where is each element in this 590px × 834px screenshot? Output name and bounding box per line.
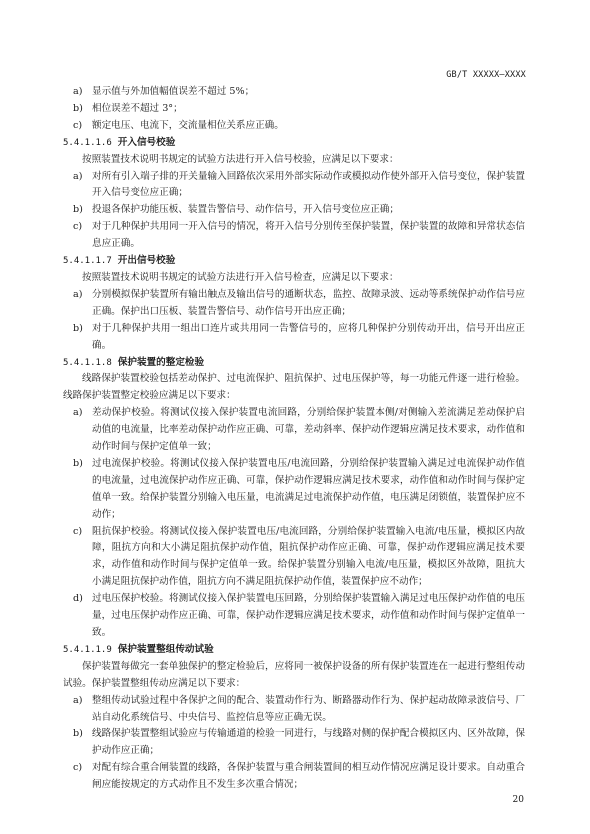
item-text: 过电压保护校验。将测试仪接入保护装置电压回路，分别给保护装置输入满足过电压保护动作值的电压量，过电压保护动作应正确、可靠，保护动作逻辑应满足技术要求，动作值和动作时间与保护定值单一致。 xyxy=(92,593,525,638)
item-text: 分别模拟保护装置所有输出触点及输出信号的通断状态，监控、故障录波、远动等系统保护动作信号应正确。保护出口压板、装置告警信号、动作信号开出应正确； xyxy=(92,288,525,317)
list-item xyxy=(63,169,525,203)
section-heading xyxy=(63,642,525,659)
item-marker: b) xyxy=(73,204,83,216)
item-text: 相位误差不超过 3°； xyxy=(92,102,183,114)
item-marker: b) xyxy=(73,728,83,740)
item-text: 投退各保护功能压板、装置告警信号、动作信号，开入信号变位应正确； xyxy=(92,204,399,216)
item-marker: b) xyxy=(73,102,83,114)
list-item xyxy=(63,591,525,642)
item-text: 阻抗保护校验。将测试仪接入保护装置电压/电流回路，分别给保护装置输入电流/电压量，模拟区内故障，阻抗方向和大小满足阻抗保护动作值，阻抗保护动作应正确、可靠，保护动作逻辑应满足技术要求，动作值和动作时间与保护定值单一致。给保护装置分别输入电流/电压量，模拟区外故障，阻抗大小满足阻抗保护动作值，阻抗方向不满足阻抗保护动作值，装置保护应不动作； xyxy=(92,525,525,588)
item-text: 过电流保护校验。将测试仪接入保护装置电压/电流回路，分别给保护装置输入满足过电流保护动作值的电流量，过电流保护动作应正确、可靠，保护动作逻辑应满足技术要求，动作值和动作时间与保护定值单一致。给保护装置分别输入电压量，电流满足过电流保护动作值，电压满足闭锁值，装置保护应不动作； xyxy=(92,457,525,520)
item-marker: a) xyxy=(73,86,83,97)
list-item xyxy=(63,693,525,727)
item-text: 整组传动试验过程中各保护之间的配合、装置动作行为、断路器动作行为、保护起动故障录波信号、厂站自动化系统信号、中央信号、监控信息等应正确无误。 xyxy=(92,694,525,723)
item-marker: c) xyxy=(73,221,83,233)
section-title: 开出信号校验 xyxy=(117,255,176,267)
page-number: 20 xyxy=(512,795,524,805)
item-marker: c) xyxy=(73,525,83,537)
item-text: 对配有综合重合闸装置的线路，各保护装置与重合闸装置间的相互动作情况应满足设计要求。自动重合闸应能按规定的方式动作且不发生多次重合情况； xyxy=(92,762,525,791)
item-marker: a) xyxy=(73,170,83,182)
item-marker: a) xyxy=(73,407,83,419)
section-title: 开入信号校验 xyxy=(117,136,176,148)
item-marker: b) xyxy=(73,322,83,334)
item-text: 对所有引入端子排的开关量输入回路依次采用外部实际动作或模拟动作使外部开入信号变位，保护装置开入信号变位应正确； xyxy=(92,170,525,199)
section-number: 5.4.1.1.7 xyxy=(63,256,112,267)
section-title: 保护装置整组传动试验 xyxy=(117,643,214,655)
item-text: 对于几种保护共用同一开入信号的情况，将开入信号分别传至保护装置，保护装置的故障和异常状态信息应正确。 xyxy=(92,221,525,250)
section-paragraph: 保护装置每做完一套单独保护的整定检验后，应将同一被保护设备的所有保护装置连在一起进行整组传动试验。保护装置整组传动应满足以下要求： xyxy=(63,660,525,689)
list-item xyxy=(63,760,525,794)
item-marker: d) xyxy=(73,593,83,605)
item-marker: a) xyxy=(73,694,83,706)
section-number: 5.4.1.1.9 xyxy=(63,644,112,655)
list-item xyxy=(63,101,525,118)
item-text: 差动保护校验。将测试仪接入保护装置电流回路，分别给保护装置本侧/对侧输入差流满足差动保护启动值的电流量，比率差动保护动作应正确、可靠，差动斜率、保护动作逻辑应满足技术要求，动作值和动作时间与保护定值单一致； xyxy=(92,407,525,453)
section-paragraph: 按照装置技术说明书规定的试验方法进行开入信号检查，应满足以下要求： xyxy=(82,271,399,283)
list-item xyxy=(63,118,525,135)
item-text: 额定电压、电流下，交流量相位关系应正确。 xyxy=(92,119,284,131)
page-content xyxy=(63,84,525,794)
list-item xyxy=(63,219,525,253)
item-text: 对于几种保护共用一组出口连片或共用同一告警信号的，应将几种保护分别传动开出，信号开出应正确。 xyxy=(92,322,525,351)
section-heading xyxy=(63,355,525,372)
list-item xyxy=(63,726,525,760)
list-item xyxy=(63,321,525,355)
section-heading xyxy=(63,135,525,152)
list-item xyxy=(63,456,525,524)
list-item xyxy=(63,524,525,592)
section-heading xyxy=(63,253,525,270)
section-paragraph: 线路保护装置校验包括差动保护、过电流保护、阻抗保护、过电压保护等，每一功能元件逐一进行检验。线路保护装置整定校验应满足以下要求： xyxy=(63,373,525,402)
item-marker: c) xyxy=(73,119,83,131)
section-paragraph: 按照装置技术说明书规定的试验方法进行开入信号校验，应满足以下要求： xyxy=(82,153,399,165)
section-number: 5.4.1.1.8 xyxy=(63,357,112,368)
list-item xyxy=(63,84,525,101)
item-text: 线路保护装置整组试验应与传输通道的检验一同进行，与线路对侧的保护配合模拟区内、区外故障，保护动作应正确； xyxy=(92,728,525,757)
list-item xyxy=(63,405,525,456)
section-number: 5.4.1.1.6 xyxy=(63,137,112,148)
list-item xyxy=(63,287,525,321)
item-marker: c) xyxy=(73,762,83,774)
standard-code-header: GB/T XXXXX—XXXX xyxy=(446,70,526,80)
list-item xyxy=(63,202,525,219)
item-marker: a) xyxy=(73,288,83,300)
item-text: 显示值与外加值幅值误差不超过 5%； xyxy=(92,86,255,97)
item-marker: b) xyxy=(73,457,83,469)
section-title: 保护装置的整定检验 xyxy=(117,356,205,368)
